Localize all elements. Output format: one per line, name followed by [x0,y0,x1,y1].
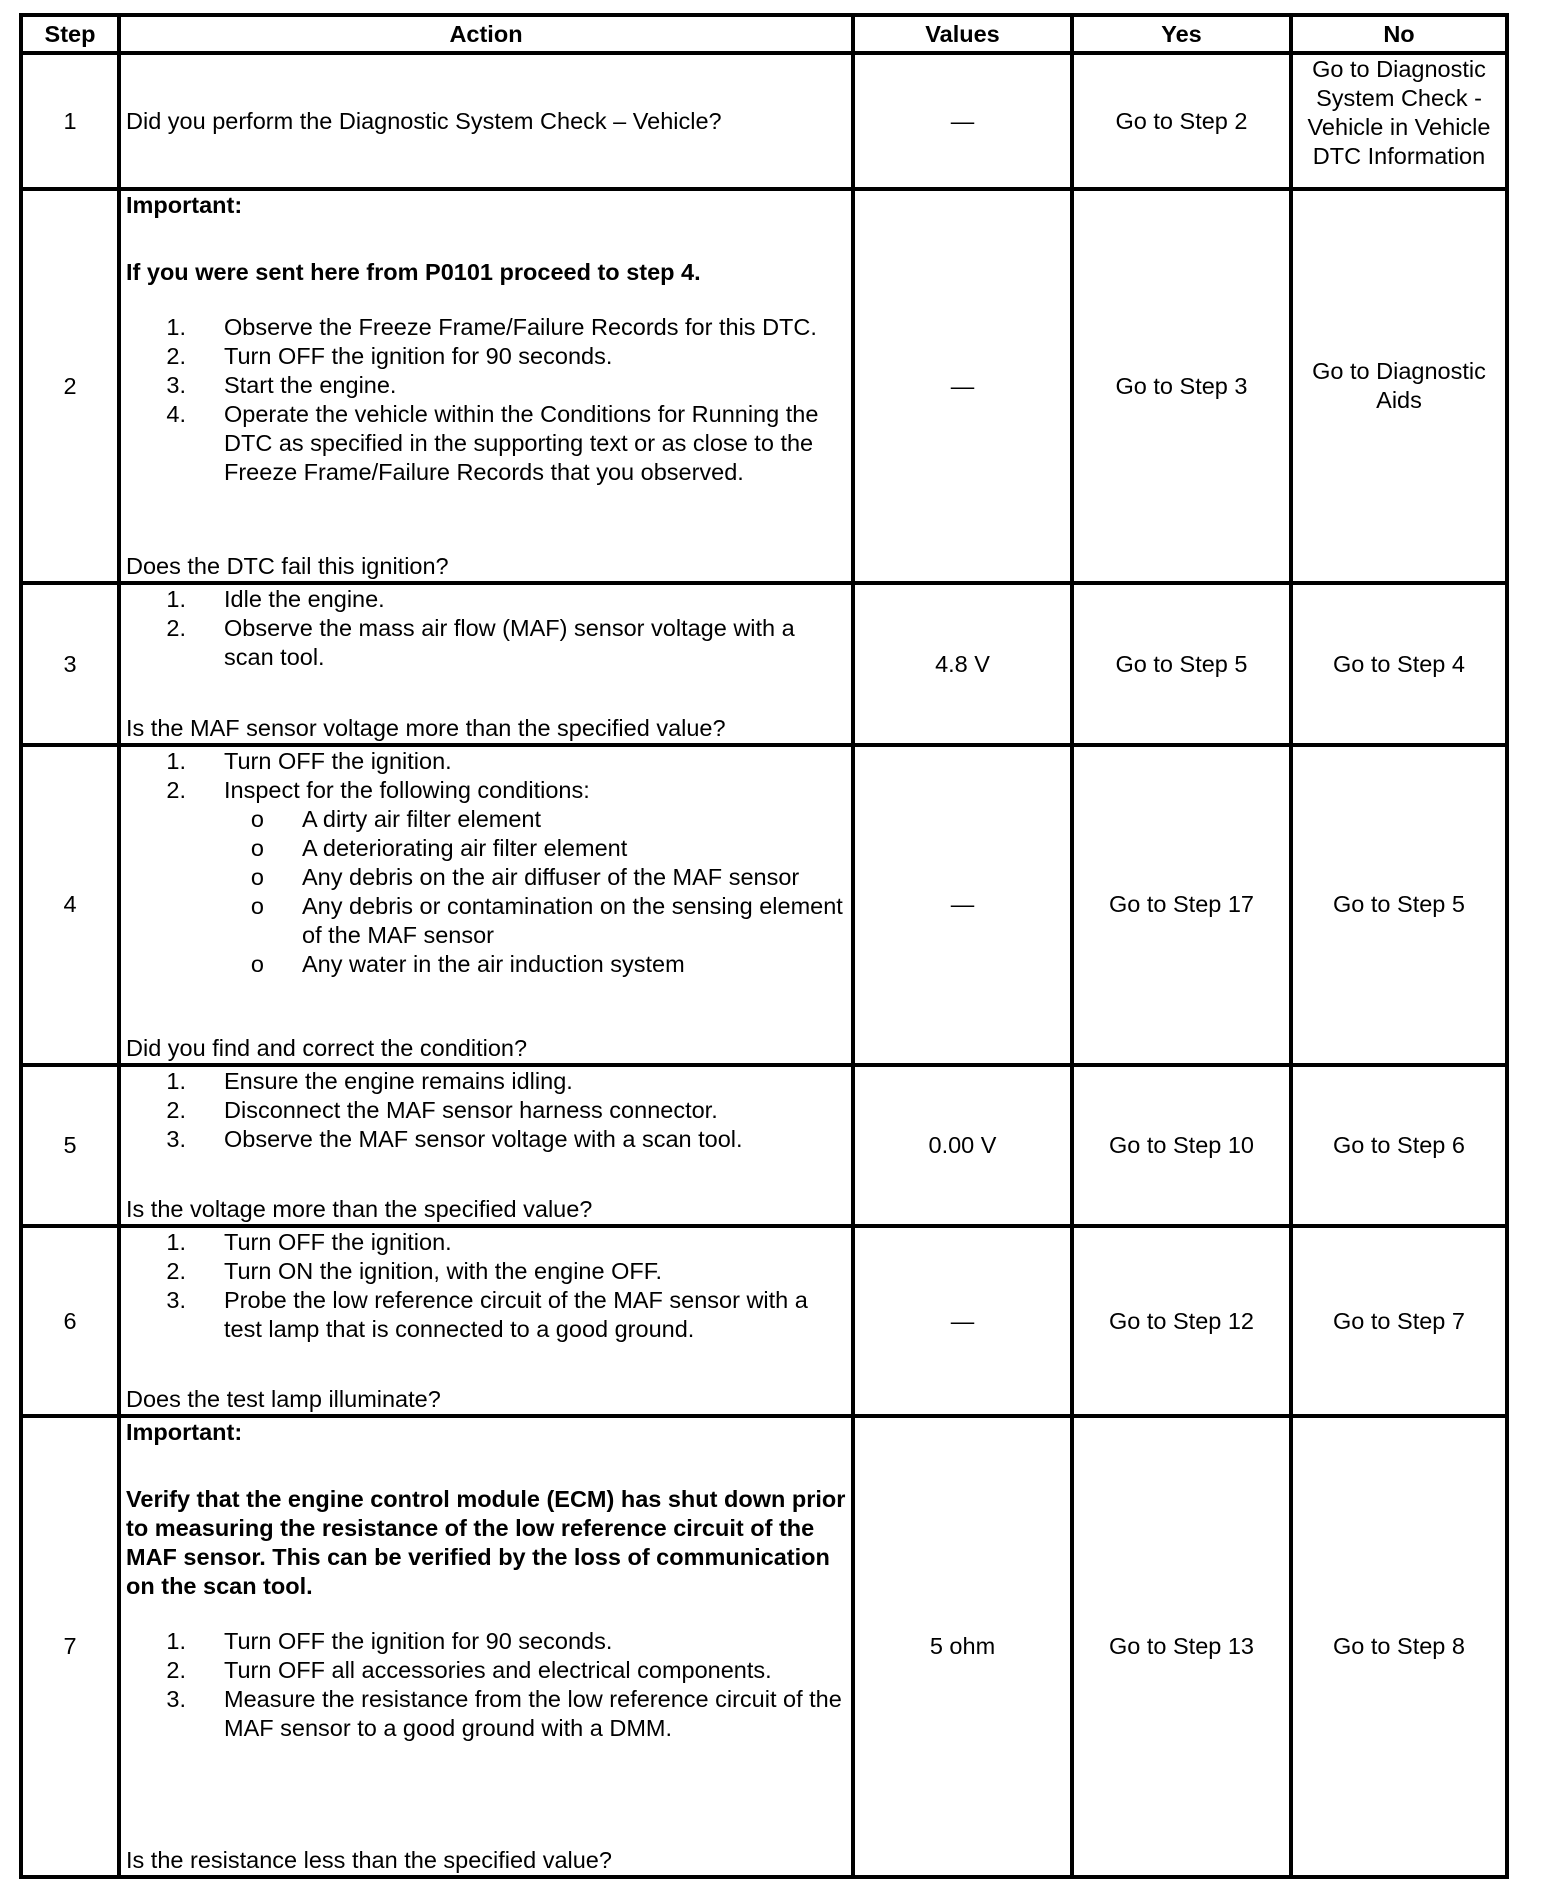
bullet: o [250,834,264,861]
no-cell: Go to Step 6 [1291,1065,1507,1226]
list-item [126,776,846,979]
step-number: 4 [21,745,119,1065]
important-title: Important: [126,192,243,219]
list-number: 4. [166,401,186,428]
table-row [21,745,1507,1065]
list-text: Observe the mass air flow (MAF) sensor voltage with a scan tool. [224,615,795,671]
important-title: Important: [126,1418,243,1445]
list-number: 3. [166,372,186,399]
list-number: 2. [166,776,186,803]
list-number: 3. [166,1287,186,1314]
header-yes: Yes [1072,15,1291,53]
list-text-label: Inspect for the following conditions: [224,776,590,803]
list-number: 3. [166,1125,186,1152]
yes-cell: Go to Step 10 [1072,1065,1291,1226]
procedure-list [126,1228,846,1344]
list-number: 1. [166,1229,186,1256]
list-text: Start the engine. [224,372,397,399]
list-item [126,400,846,487]
list-item [126,614,846,672]
no-cell: Go to Step 4 [1291,583,1507,744]
list-item [126,863,846,892]
no-cell: Go to Step 7 [1291,1226,1507,1416]
step-number: 6 [21,1226,119,1416]
condition-list [126,805,846,979]
list-text: Any water in the air induction system [302,950,685,977]
question-text: Is the voltage more than the specified value? [126,1196,593,1223]
list-text: Turn OFF the ignition for 90 seconds. [224,343,613,370]
bullet: o [250,892,264,919]
action-cell [119,1416,853,1877]
action-cell [119,53,853,189]
important-note: Verify that the engine control module (ECM) has shut down prior to measuring the resistance of the low reference circuit of the MAF sensor. This can be verified by the loss of communication on the scan tool. [126,1485,846,1599]
list-number: 1. [166,1067,186,1094]
list-number: 2. [166,1656,186,1683]
yes-cell: Go to Step 17 [1072,745,1291,1065]
header-action: Action [119,15,853,53]
list-item [126,950,846,979]
list-number: 2. [166,1258,186,1285]
question-text: Is the resistance less than the specified value? [126,1847,612,1873]
values-cell: — [853,745,1072,1065]
table-row [21,53,1507,189]
table-row [21,189,1507,583]
list-text: Turn OFF all accessories and electrical components. [224,1656,772,1683]
diagnostic-table [19,13,1509,1879]
list-text: Any debris on the air diffuser of the MAF sensor [302,863,800,890]
list-text: Idle the engine. [224,586,385,613]
list-text: Turn OFF the ignition. [224,1229,452,1256]
step-number: 3 [21,583,119,744]
list-text [224,776,846,979]
list-item [126,1125,846,1154]
step-number: 7 [21,1416,119,1877]
list-text: Turn OFF the ignition. [224,747,452,774]
list-item [126,1627,846,1656]
values-cell: — [853,189,1072,583]
no-cell: Go to Diagnostic System Check - Vehicle in Vehicle DTC Information [1291,53,1507,189]
procedure-list [126,1067,846,1154]
procedure-list [126,585,846,672]
list-item [126,1656,846,1685]
list-item [126,371,846,400]
values-cell: — [853,53,1072,189]
table-row [21,1226,1507,1416]
header-values: Values [853,15,1072,53]
list-text: Observe the MAF sensor voltage with a scan tool. [224,1125,743,1152]
list-number: 2. [166,343,186,370]
list-number: 2. [166,1096,186,1123]
list-text: Turn OFF the ignition for 90 seconds. [224,1627,613,1654]
list-number: 1. [166,747,186,774]
list-item [126,342,846,371]
list-item [126,834,846,863]
table-row [21,1416,1507,1877]
question-text: Does the DTC fail this ignition? [126,553,449,580]
list-number: 1. [166,1627,186,1654]
list-text: Turn ON the ignition, with the engine OFF. [224,1258,663,1285]
list-item [126,805,846,834]
action-cell [119,189,853,583]
question-text: Did you find and correct the condition? [126,1034,528,1061]
list-text: Probe the low reference circuit of the MAF sensor with a test lamp that is connected to a good ground. [224,1287,808,1343]
table-row [21,583,1507,744]
important-note: If you were sent here from P0101 proceed to step 4. [126,259,701,286]
list-number: 3. [166,1685,186,1712]
no-cell: Go to Diagnostic Aids [1291,189,1507,583]
values-cell: 5 ohm [853,1416,1072,1877]
question-text: Is the MAF sensor voltage more than the specified value? [126,714,726,741]
yes-cell: Go to Step 2 [1072,53,1291,189]
list-text: Observe the Freeze Frame/Failure Records for this DTC. [224,314,817,341]
list-text: Disconnect the MAF sensor harness connector. [224,1096,718,1123]
list-item [126,747,846,776]
header-row [21,15,1507,53]
bullet: o [250,950,264,977]
action-cell [119,583,853,744]
yes-cell: Go to Step 5 [1072,583,1291,744]
list-item [126,313,846,342]
procedure-list [126,1627,846,1743]
action-cell [119,1065,853,1226]
values-cell: 4.8 V [853,583,1072,744]
no-cell: Go to Step 5 [1291,745,1507,1065]
action-cell [119,1226,853,1416]
header-no: No [1291,15,1507,53]
list-number: 2. [166,615,186,642]
procedure-list [126,747,846,979]
step-number: 1 [21,53,119,189]
list-item [126,585,846,614]
values-cell: — [853,1226,1072,1416]
action-cell [119,745,853,1065]
list-text: Measure the resistance from the low reference circuit of the MAF sensor to a good ground with a DMM. [224,1685,842,1741]
yes-cell: Go to Step 13 [1072,1416,1291,1877]
list-item [126,1067,846,1096]
table-row [21,1065,1507,1226]
values-cell: 0.00 V [853,1065,1072,1226]
list-text: A dirty air filter element [302,805,542,832]
list-item [126,1286,846,1344]
no-cell: Go to Step 8 [1291,1416,1507,1877]
list-number: 1. [166,586,186,613]
list-item [126,1257,846,1286]
question-text: Did you perform the Diagnostic System Check – Vehicle? [126,107,722,134]
list-text: Any debris or contamination on the sensing element of the MAF sensor [302,892,843,948]
list-item [126,1096,846,1125]
list-text: A deteriorating air filter element [302,834,628,861]
list-item [126,1228,846,1257]
list-item [126,1685,846,1743]
step-number: 5 [21,1065,119,1226]
yes-cell: Go to Step 3 [1072,189,1291,583]
procedure-list [126,313,846,487]
question-text: Does the test lamp illuminate? [126,1385,441,1412]
list-text: Operate the vehicle within the Conditions for Running the DTC as specified in the supporting text or as close to the Freeze Frame/Failure Records that you observed. [224,401,819,486]
header-step: Step [21,15,119,53]
bullet: o [250,805,264,832]
list-text: Ensure the engine remains idling. [224,1067,573,1094]
list-number: 1. [166,314,186,341]
list-item [126,892,846,950]
yes-cell: Go to Step 12 [1072,1226,1291,1416]
step-number: 2 [21,189,119,583]
bullet: o [250,863,264,890]
